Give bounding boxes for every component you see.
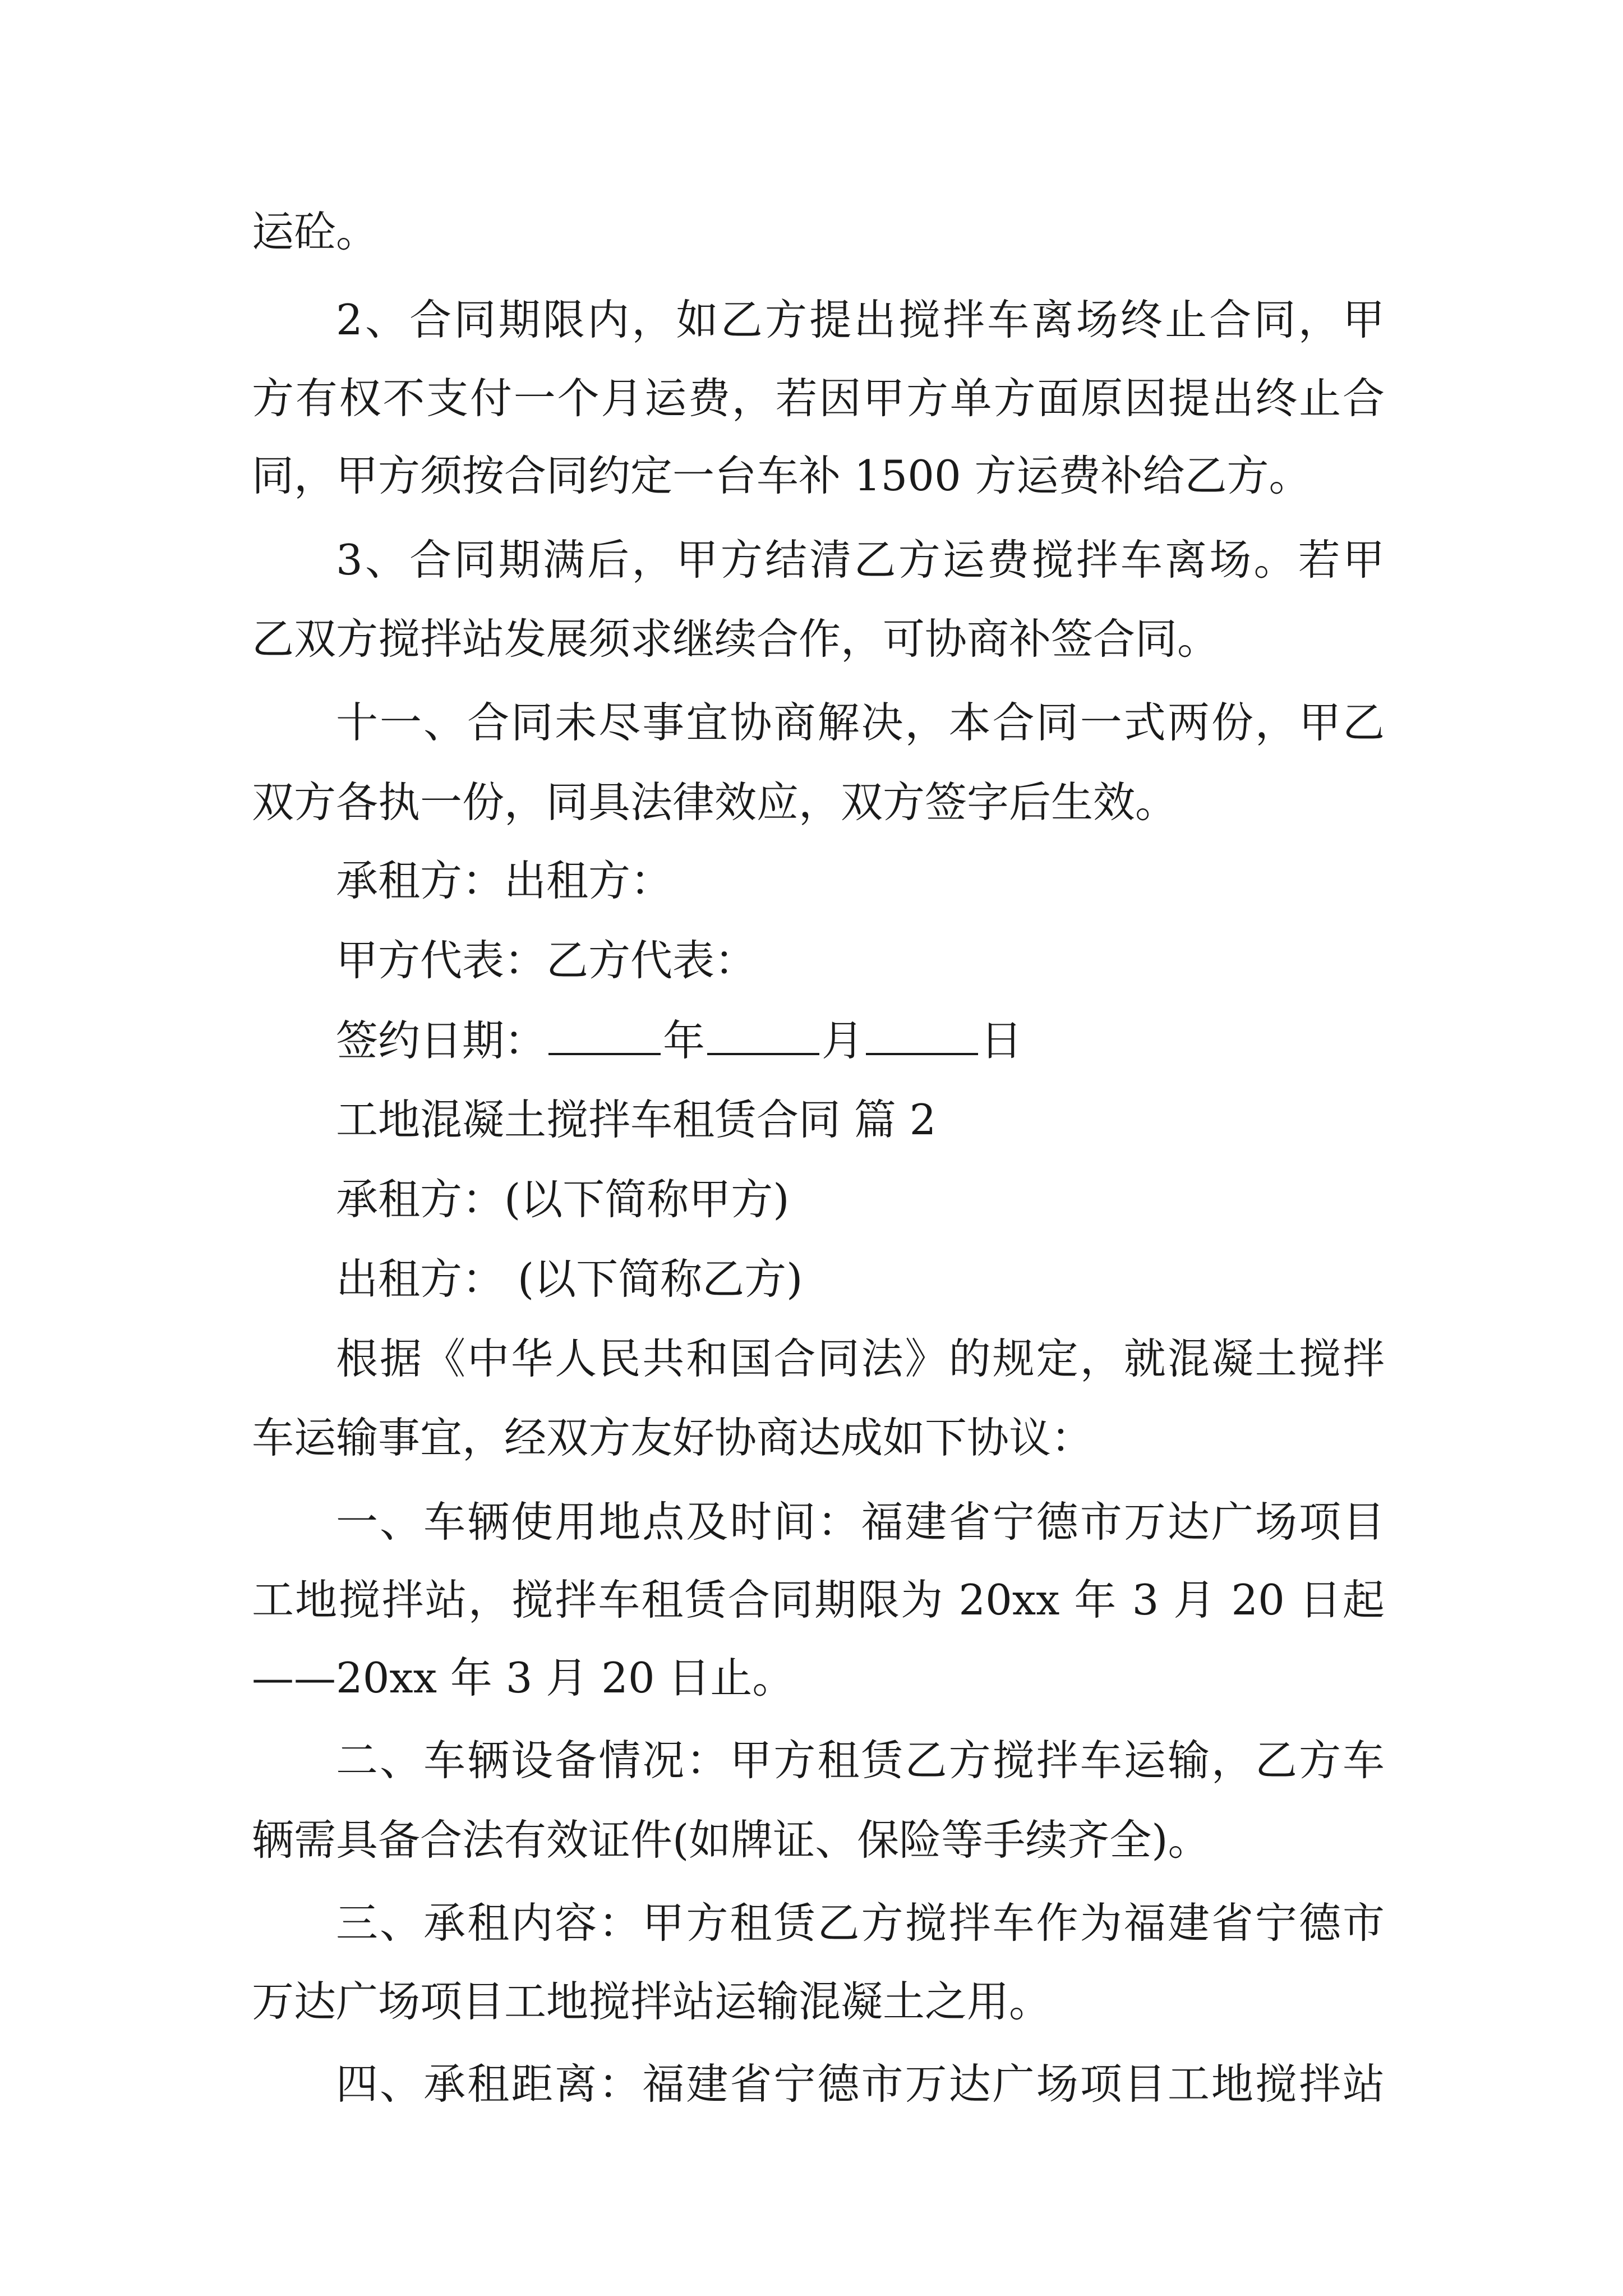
text-line: 2、合同期限内，如乙方提出搅拌车离场终止合同，甲 [336,295,1385,344]
text-line: 承租方：(以下简称甲方) [336,1175,790,1224]
text-line: 根据《中华人民共和国合同法》的规定，就混凝土搅拌 [336,1334,1385,1383]
text-line: 3、合同期满后，甲方结清乙方运费搅拌车离场。若甲 [336,535,1385,585]
representatives-line: 甲方代表：乙方代表： [336,936,757,985]
text-line: 十一、合同未尽事宜协商解决，本合同一式两份，甲乙 [336,698,1385,747]
text-line: 万达广场项目工地搅拌站运输混凝土之用。 [252,1977,1052,2026]
year-blank [548,1015,661,1055]
signing-date-line [336,1001,1385,1080]
text-line: 车运输事宜，经双方友好协商达成如下协议： [252,1413,1094,1462]
text-line: 二、车辆设备情况：甲方租赁乙方搅拌车运输，乙方车 [336,1736,1385,1785]
signing-date-label: 签约日期： [336,1016,547,1065]
month-blank [707,1015,819,1055]
text-line: 一、车辆使用地点及时间：福建省宁德市万达广场项目 [336,1497,1385,1547]
text-line: 辆需具备合法有效证件(如牌证、保险等手续齐全)。 [252,1815,1210,1865]
text-line: 乙双方搅拌站发展须求继续合作，可协商补签合同。 [252,614,1220,664]
year-label: 年 [663,1016,706,1065]
text-line: 三、承租内容：甲方租赁乙方搅拌车作为福建省宁德市 [336,1898,1385,1948]
text-line: 方有权不支付一个月运费，若因甲方单方面原因提出终止合 [252,374,1385,423]
text-line: 同，甲方须按合同约定一台车补 1500 方运费补给乙方。 [252,451,1311,500]
text-line: ——20xx 年 3 月 20 日止。 [252,1653,795,1703]
day-blank [866,1015,978,1055]
day-label: 日 [980,1016,1023,1065]
text-line: 出租方： (以下简称乙方) [336,1254,803,1304]
text-line: 运砼。 [252,207,379,256]
signature-parties-line: 承租方：出租方： [336,856,673,905]
text-line: 工地搅拌站，搅拌车租赁合同期限为 20xx 年 3 月 20 日起 [252,1575,1385,1625]
text-line: 双方各执一份，同具法律效应，双方签字后生效。 [252,777,1178,827]
section-heading: 工地混凝土搅拌车租赁合同 篇 2 [336,1095,937,1144]
text-line: 四、承租距离：福建省宁德市万达广场项目工地搅拌站 [336,2059,1385,2109]
month-label: 月 [822,1016,864,1065]
